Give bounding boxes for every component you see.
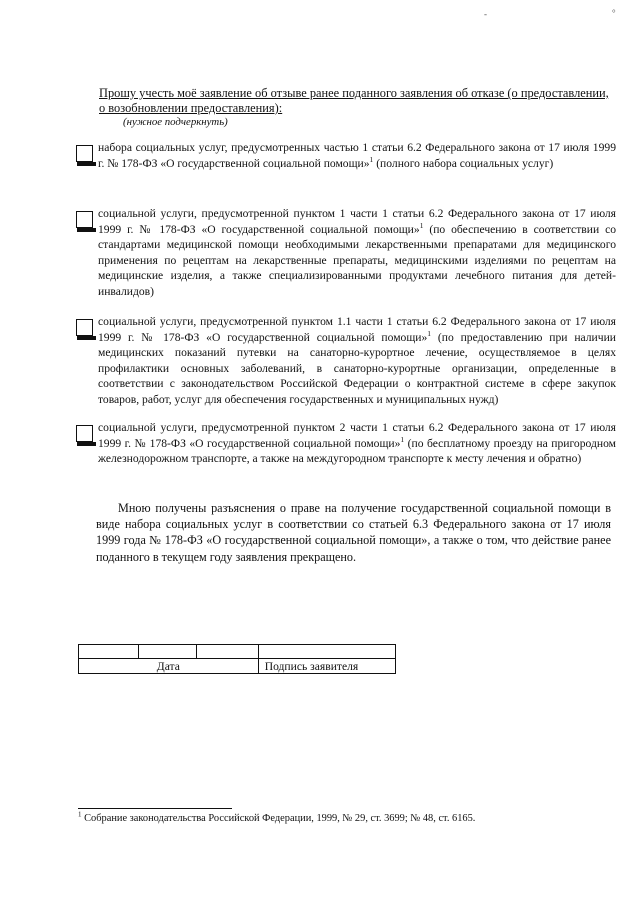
request-heading: Прошу учесть моё заявление об отзыве ранее поданного заявления об отказе (о предоставлении, о возобновлении предоставления): (99, 86, 609, 115)
signature-table (78, 644, 396, 674)
signature-label-row (79, 659, 396, 674)
option-sanatorium-text: социальной услуги, предусмотренной пунктом 1.1 части 1 статьи 6.2 Федерального закона от 17 июля 1999 г. № 178-ФЗ «О государственной социальной помощи»$^1$ (по предоставлению при наличии медицинских показаний путевки на санаторно-курортное лечение, осуществляемое в целях профилактики основных заболеваний, в санаторно-курортные организации, определенные в соответствии с законодательством Российской Федерации о контрактной системе в сфере закупок товаров, работ, услуг для обеспечения государственных и муниципальных нужд) (98, 315, 616, 406)
underline-hint: (нужное подчеркнуть) (123, 116, 228, 128)
option-full-set-text: набора социальных услуг, предусмотренных частью 1 статьи 6.2 Федерального закона от 17 июля 1999 г. № 178-ФЗ «О государственной социальной помощи»$^1$ (полного набора социальных услуг) (98, 141, 616, 170)
date-cell-1[interactable] (79, 645, 139, 659)
date-cell-3[interactable] (196, 645, 258, 659)
date-cell-2[interactable] (138, 645, 196, 659)
signature-label: Подпись заявителя (258, 659, 395, 674)
checkbox-transport[interactable] (76, 425, 93, 442)
footnote-divider (78, 808, 232, 809)
checkbox-sanatorium[interactable] (76, 319, 93, 336)
clarification-paragraph: Мною получены разъяснения о праве на получение государственной социальной помощи в виде набора социальных услуг в соответствии со статьей 6.3 Федерального закона от 17 июля 1999 года № 178-ФЗ «О государственной социальной помощи», а также о том, что действие ранее поданного в текущем году заявления прекращено. (96, 501, 611, 564)
option-medicines-text: социальной услуги, предусмотренной пунктом 1 части 1 статьи 6.2 Федерального закона от 17 июля 1999 г. № 178-ФЗ «О государственной социальной помощи»$^1$ (по обеспечению в соответствии со стандартами медицинской помощи необходимыми лекарственными препаратами для медицинского применения по рецептам на лекарственные препараты, медицинскими изделиями по рецептам на медицинские изделия, а также специализированными продуктами лечебного питания для детей-инвалидов) (98, 207, 617, 298)
scan-mark-2: ° (612, 8, 616, 18)
footnote: $^1$ Собрание законодательства Российской Федерации, 1999, № 29, ст. 3699; № 48, ст. 6165. (78, 810, 476, 824)
signature-input-row (79, 645, 396, 659)
date-label: Дата (79, 659, 259, 674)
option-transport-text: социальной услуги, предусмотренной пунктом 2 части 1 статьи 6.2 Федерального закона от 17 июля 1999 г. № 178-ФЗ «О государственной социальной помощи»$^1$ (по бесплатному проезду на пригородном железнодорожном транспорте, а также на междугородном транспорте к месту лечения и обратно) (98, 421, 617, 466)
scan-mark: - (484, 9, 487, 19)
signature-cell[interactable] (258, 645, 395, 659)
checkbox-full-set[interactable] (76, 145, 93, 162)
checkbox-medicines[interactable] (76, 211, 93, 228)
